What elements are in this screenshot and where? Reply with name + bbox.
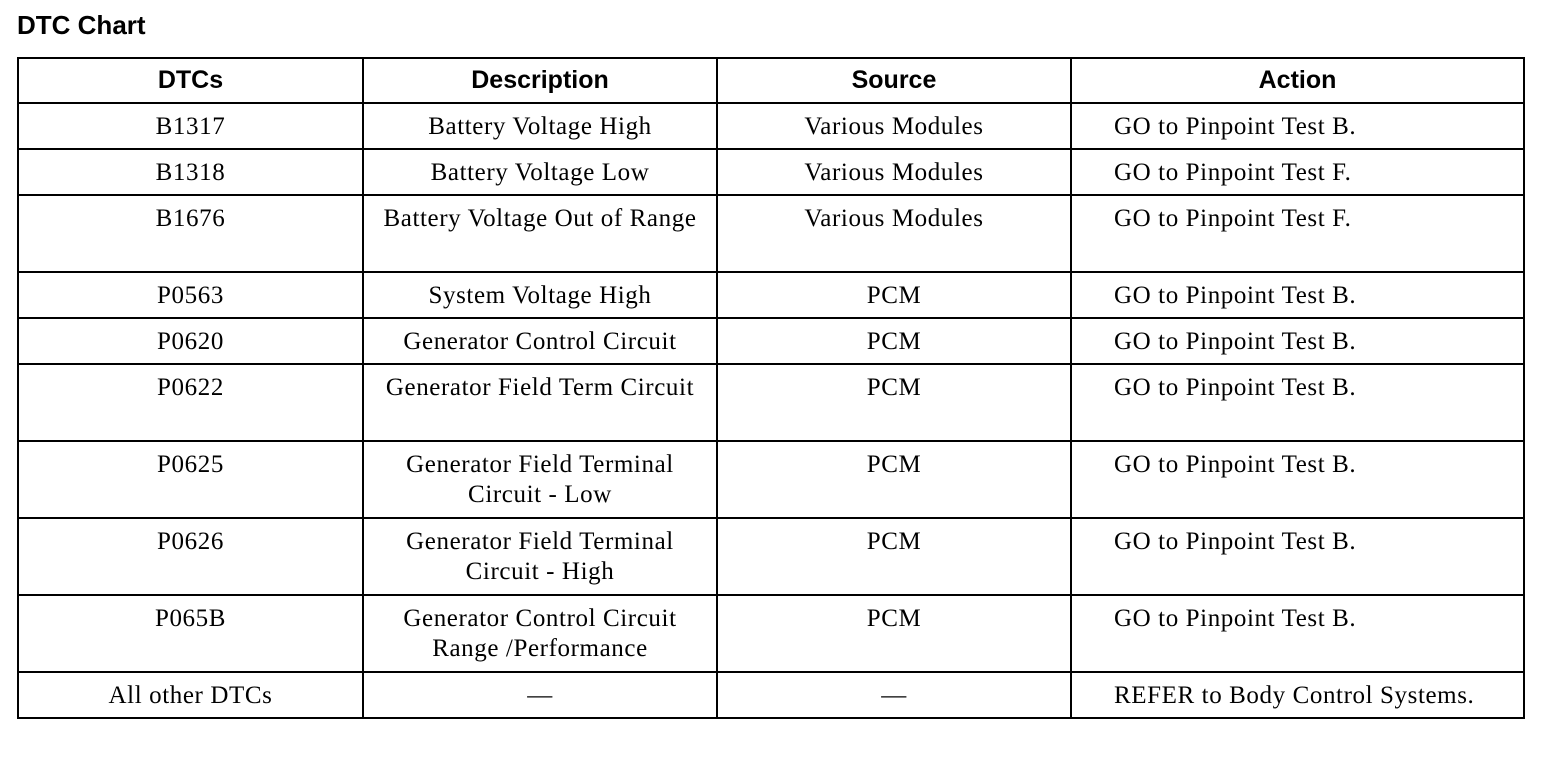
action-cell: GO to Pinpoint Test B. bbox=[1071, 364, 1524, 441]
description-cell: System Voltage High bbox=[363, 272, 717, 318]
dtc-code-cell: P0625 bbox=[18, 441, 363, 518]
source-cell: Various Modules bbox=[717, 149, 1071, 195]
description-cell: Generator Control Circuit bbox=[363, 318, 717, 364]
dtc-code-cell: P0622 bbox=[18, 364, 363, 441]
description-cell: Battery Voltage Out of Range bbox=[363, 195, 717, 272]
action-cell: GO to Pinpoint Test B. bbox=[1071, 318, 1524, 364]
table-row bbox=[18, 195, 1524, 272]
page-title: DTC Chart bbox=[17, 10, 146, 40]
source-cell: PCM bbox=[717, 441, 1071, 518]
table-row bbox=[18, 149, 1524, 195]
description-cell: Battery Voltage Low bbox=[363, 149, 717, 195]
dtc-code-cell: B1676 bbox=[18, 195, 363, 272]
action-cell: GO to Pinpoint Test F. bbox=[1071, 149, 1524, 195]
source-cell: — bbox=[717, 672, 1071, 718]
table-row bbox=[18, 595, 1524, 672]
source-cell: Various Modules bbox=[717, 103, 1071, 149]
source-cell: PCM bbox=[717, 318, 1071, 364]
action-cell: REFER to Body Control Systems. bbox=[1071, 672, 1524, 718]
action-cell: GO to Pinpoint Test B. bbox=[1071, 595, 1524, 672]
table-row bbox=[18, 672, 1524, 718]
table-row bbox=[18, 441, 1524, 518]
dtc-code-cell: P0563 bbox=[18, 272, 363, 318]
column-header-dtcs: DTCs bbox=[18, 58, 363, 103]
table-row bbox=[18, 103, 1524, 149]
dtc-code-cell: P0626 bbox=[18, 518, 363, 595]
dtc-table bbox=[17, 57, 1525, 719]
description-cell: — bbox=[363, 672, 717, 718]
table-row bbox=[18, 364, 1524, 441]
dtc-code-cell: P0620 bbox=[18, 318, 363, 364]
dtc-code-cell: All other DTCs bbox=[18, 672, 363, 718]
table-row bbox=[18, 272, 1524, 318]
column-header-source: Source bbox=[717, 58, 1071, 103]
column-header-action: Action bbox=[1071, 58, 1524, 103]
source-cell: Various Modules bbox=[717, 195, 1071, 272]
table-row bbox=[18, 518, 1524, 595]
table-header-row bbox=[18, 58, 1524, 103]
description-cell: Battery Voltage High bbox=[363, 103, 717, 149]
dtc-code-cell: B1317 bbox=[18, 103, 363, 149]
description-cell: Generator Field Terminal Circuit - High bbox=[363, 518, 717, 595]
table-row bbox=[18, 318, 1524, 364]
action-cell: GO to Pinpoint Test F. bbox=[1071, 195, 1524, 272]
dtc-code-cell: P065B bbox=[18, 595, 363, 672]
action-cell: GO to Pinpoint Test B. bbox=[1071, 103, 1524, 149]
description-cell: Generator Field Terminal Circuit - Low bbox=[363, 441, 717, 518]
description-cell: Generator Control Circuit Range /Performance bbox=[363, 595, 717, 672]
action-cell: GO to Pinpoint Test B. bbox=[1071, 518, 1524, 595]
action-cell: GO to Pinpoint Test B. bbox=[1071, 441, 1524, 518]
source-cell: PCM bbox=[717, 272, 1071, 318]
source-cell: PCM bbox=[717, 595, 1071, 672]
dtc-code-cell: B1318 bbox=[18, 149, 363, 195]
description-cell: Generator Field Term Circuit bbox=[363, 364, 717, 441]
column-header-description: Description bbox=[363, 58, 717, 103]
source-cell: PCM bbox=[717, 518, 1071, 595]
action-cell: GO to Pinpoint Test B. bbox=[1071, 272, 1524, 318]
source-cell: PCM bbox=[717, 364, 1071, 441]
